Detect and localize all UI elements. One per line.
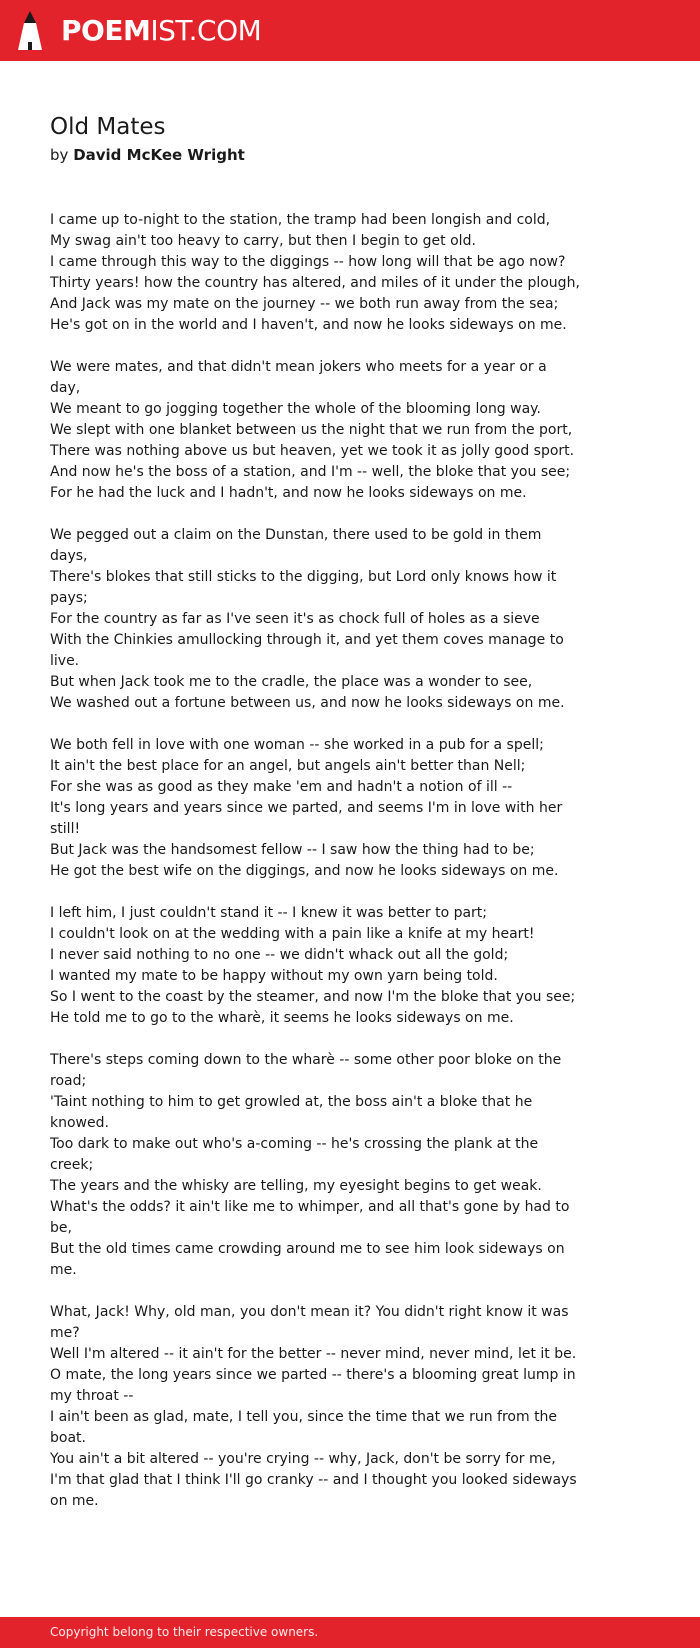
site-footer <box>0 1617 700 1648</box>
logo-light-text: IST.COM <box>150 14 262 47</box>
footer-copyright: Copyright belong to their respective owners. <box>50 1625 319 1639</box>
poem-line: We meant to go jogging together the whole of the blooming long way. <box>50 401 541 417</box>
poem-stanza <box>50 357 650 504</box>
poem-stanza <box>50 903 650 1029</box>
poem-line: 'Taint nothing to him to get growled at, the boss ain't a bloke that he knowed. <box>50 1094 533 1131</box>
poem-line: For he had the luck and I hadn't, and now he looks sideways on me. <box>50 485 527 501</box>
poem-line: You ain't a bit altered -- you're crying -- why, Jack, don't be sorry for me, <box>50 1451 556 1467</box>
poem-line: It ain't the best place for an angel, but angels ain't better than Nell; <box>50 758 526 774</box>
poem-line: I'm that glad that I think I'll go cranky -- and I thought you looked sideways on me. <box>50 1472 577 1509</box>
poem-line: Too dark to make out who's a-coming -- he's crossing the plank at the creek; <box>50 1136 539 1173</box>
poem-line: I never said nothing to no one -- we didn't whack out all the gold; <box>50 947 509 963</box>
poem-stanza <box>50 735 650 882</box>
poem-stanza <box>50 1050 650 1281</box>
poem-line: It's long years and years since we parted, and seems I'm in love with her still! <box>50 800 563 837</box>
pencil-icon <box>17 10 43 52</box>
poem-stanza <box>50 525 650 714</box>
poem-line: For the country as far as I've seen it's as chock full of holes as a sieve <box>50 611 540 627</box>
poem-line: What's the odds? it ain't like me to whimper, and all that's gone by had to be, <box>50 1199 570 1236</box>
poem-line: And Jack was my mate on the journey -- we both run away from the sea; <box>50 296 559 312</box>
poem-line: I ain't been as glad, mate, I tell you, since the time that we run from the boat. <box>50 1409 558 1446</box>
poem-line: The years and the whisky are telling, my eyesight begins to get weak. <box>50 1178 542 1194</box>
poem-byline <box>50 144 650 166</box>
poem-line: With the Chinkies amullocking through it, and yet them coves manage to live. <box>50 632 564 669</box>
poem-line: O mate, the long years since we parted -- there's a blooming great lump in my throat -- <box>50 1367 576 1404</box>
poem-line: So I went to the coast by the steamer, and now I'm the bloke that you see; <box>50 989 576 1005</box>
poem-line: But when Jack took me to the cradle, the place was a wonder to see, <box>50 674 533 690</box>
byline-label: by <box>50 146 69 164</box>
poem-line: There was nothing above us but heaven, yet we took it as jolly good sport. <box>50 443 575 459</box>
poem-line: He's got on in the world and I haven't, and now he looks sideways on me. <box>50 317 567 333</box>
poem-line: But Jack was the handsomest fellow -- I saw how the thing had to be; <box>50 842 535 858</box>
poem-title: Old Mates <box>50 114 166 140</box>
poem-line: We were mates, and that didn't mean jokers who meets for a year or a day, <box>50 359 547 396</box>
poem-line: Well I'm altered -- it ain't for the better -- never mind, never mind, let it be. <box>50 1346 577 1362</box>
poem-author[interactable]: David McKee Wright <box>73 146 245 164</box>
poem-line: My swag ain't too heavy to carry, but then I begin to get old. <box>50 233 476 249</box>
poem-line: He got the best wife on the diggings, and now he looks sideways on me. <box>50 863 559 879</box>
poem-body <box>50 210 650 1512</box>
poem-line: We slept with one blanket between us the night that we run from the port, <box>50 422 573 438</box>
poem-line: But the old times came crowding around me to see him look sideways on me. <box>50 1241 565 1278</box>
poem-line: For she was as good as they make 'em and hadn't a notion of ill -- <box>50 779 513 795</box>
poem-line: He told me to go to the wharè, it seems he looks sideways on me. <box>50 1010 514 1026</box>
poem-line: I couldn't look on at the wedding with a pain like a knife at my heart! <box>50 926 535 942</box>
poem-line: What, Jack! Why, old man, you don't mean it? You didn't right know it was me? <box>50 1304 569 1341</box>
poem-stanza <box>50 1302 650 1512</box>
site-logo-text <box>61 0 261 61</box>
poem-line: There's blokes that still sticks to the digging, but Lord only knows how it pays; <box>50 569 557 606</box>
poem-line: We pegged out a claim on the Dunstan, there used to be gold in them days, <box>50 527 542 564</box>
site-header <box>0 0 700 61</box>
poem-line: We both fell in love with one woman -- she worked in a pub for a spell; <box>50 737 544 753</box>
poem-line: And now he's the boss of a station, and I'm -- well, the bloke that you see; <box>50 464 571 480</box>
poem-stanza <box>50 210 650 336</box>
logo-bold-text: POEM <box>61 14 151 47</box>
poem-line: I left him, I just couldn't stand it -- I knew it was better to part; <box>50 905 488 921</box>
poem-line: I came through this way to the diggings -- how long will that be ago now? <box>50 254 566 270</box>
poem-line: I came up to-night to the station, the tramp had been longish and cold, <box>50 212 551 228</box>
poem-content <box>50 112 650 1533</box>
poem-line: We washed out a fortune between us, and now he looks sideways on me. <box>50 695 565 711</box>
poem-line: There's steps coming down to the wharè -- some other poor bloke on the road; <box>50 1052 562 1089</box>
site-logo-link[interactable] <box>17 0 261 61</box>
poem-line: Thirty years! how the country has altered, and miles of it under the plough, <box>50 275 580 291</box>
poem-line: I wanted my mate to be happy without my own yarn being told. <box>50 968 498 984</box>
